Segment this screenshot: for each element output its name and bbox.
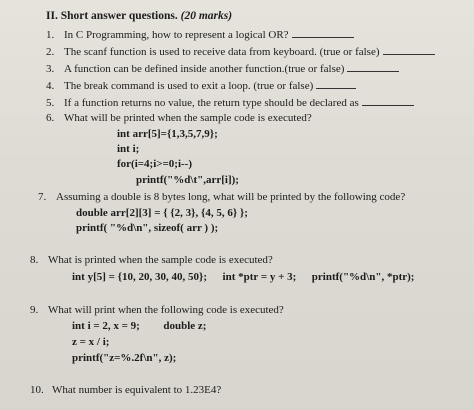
- code-8-array: int y[5] = {10, 20, 30, 40, 50};: [72, 271, 208, 283]
- code-6-line-4: printf("%d\t",arr[i]);: [136, 174, 239, 186]
- question-text: What will print when the following code is executed?: [48, 304, 284, 316]
- code-6-line-2: int i;: [117, 143, 140, 155]
- section-title: II. Short answer questions.: [46, 10, 178, 22]
- question-number: 2.: [46, 46, 55, 58]
- question-number: 4.: [46, 80, 55, 92]
- question-text: The scanf function is used to receive data from keyboard. (true or false): [64, 46, 380, 58]
- code-6-line-1: int arr[5]={1,3,5,7,9};: [117, 128, 218, 140]
- question-number: 3.: [46, 63, 55, 75]
- question-number: 5.: [46, 97, 55, 109]
- code-8: [72, 271, 414, 284]
- question-2: [46, 45, 435, 59]
- question-6: [46, 112, 312, 125]
- section-heading: [46, 10, 232, 23]
- question-text: What will be printed when the sample code is executed?: [64, 112, 312, 124]
- section-marks: (20 marks): [180, 10, 233, 22]
- question-3: [46, 62, 399, 76]
- question-text: If a function returns no value, the return type should be declared as: [64, 97, 359, 109]
- question-10: [30, 384, 221, 397]
- code-9-line-3: printf("z=%.2f\n", z);: [72, 352, 177, 364]
- question-7: [38, 191, 405, 204]
- code-7-line-1: double arr[2][3] = { {2, 3}, {4, 5, 6} };: [76, 207, 248, 219]
- question-text: A function can be defined inside another function.(true or false): [64, 63, 345, 75]
- answer-blank: [362, 96, 414, 106]
- question-8: [30, 254, 273, 267]
- question-number: 9.: [30, 304, 39, 316]
- code-8-printf: printf("%d\n", *ptr);: [311, 271, 415, 283]
- question-text: Assuming a double is 8 bytes long, what will be printed by the following code?: [56, 191, 406, 203]
- answer-blank: [316, 79, 356, 89]
- question-text: In C Programming, how to represent a logical OR?: [64, 29, 289, 41]
- code-6-line-3: for(i=4;i>=0;i--): [117, 158, 192, 170]
- question-number: 8.: [30, 254, 39, 266]
- code-7-line-2: printf( "%d\n", sizeof( arr ) );: [76, 222, 219, 234]
- answer-blank: [347, 62, 399, 72]
- question-5: [46, 96, 414, 110]
- code-9-line-1: [72, 320, 206, 333]
- question-text: What is printed when the sample code is executed?: [48, 254, 273, 266]
- question-4: [46, 79, 356, 93]
- code-9-decl-int: int i = 2, x = 9;: [72, 320, 140, 332]
- answer-blank: [383, 45, 435, 55]
- question-text: What number is equivalent to 1.23E4?: [52, 384, 222, 396]
- question-number: 7.: [38, 191, 47, 203]
- code-9-line-2: z = x / i;: [72, 336, 110, 348]
- question-number: 10.: [30, 384, 44, 396]
- code-9-decl-double: double z;: [163, 320, 207, 332]
- question-number: 6.: [46, 112, 55, 124]
- question-number: 1.: [46, 29, 55, 41]
- answer-blank: [292, 28, 354, 38]
- question-text: The break command is used to exit a loop. (true or false): [64, 80, 314, 92]
- question-1: [46, 28, 354, 42]
- code-8-pointer: int *ptr = y + 3;: [222, 271, 297, 283]
- question-9: [30, 304, 284, 317]
